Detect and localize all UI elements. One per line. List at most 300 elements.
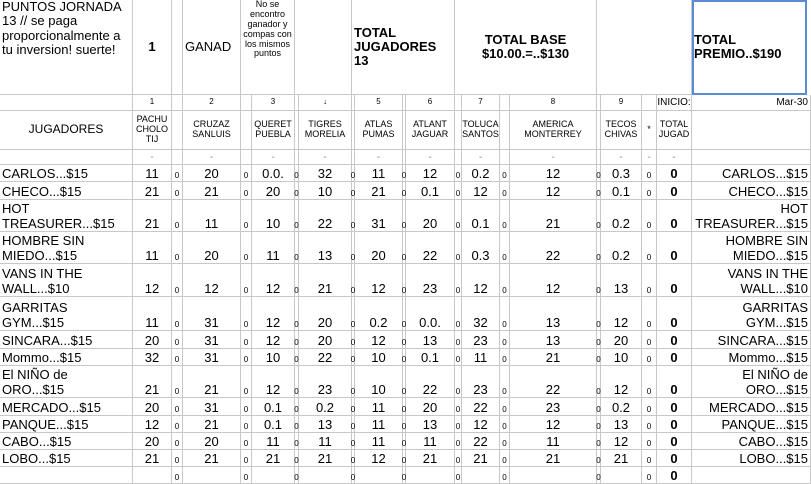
zero-cell[interactable]	[172, 331, 183, 349]
dash-cell[interactable]	[692, 150, 811, 165]
zero-cell[interactable]	[455, 416, 462, 433]
zero-cell[interactable]	[500, 349, 510, 366]
player-name-right[interactable]	[692, 297, 811, 331]
zero-cell[interactable]	[241, 264, 252, 297]
pick-cell[interactable]	[252, 264, 295, 297]
pick-cell[interactable]	[183, 331, 241, 349]
zero-cell[interactable]	[241, 182, 252, 200]
zero-cell[interactable]	[500, 264, 510, 297]
zero-cell[interactable]	[642, 182, 657, 200]
index-cell[interactable]	[355, 95, 403, 111]
index-cell[interactable]	[299, 95, 352, 111]
zero-cell[interactable]	[172, 165, 183, 182]
player-name-right[interactable]	[692, 467, 811, 484]
pick-cell[interactable]	[355, 297, 403, 331]
pick-cell[interactable]	[406, 331, 455, 349]
dash-cell[interactable]	[355, 150, 403, 165]
pick-cell[interactable]	[183, 366, 241, 398]
pick-cell[interactable]	[355, 264, 403, 297]
pick-cell[interactable]	[183, 182, 241, 200]
pick-cell[interactable]	[252, 331, 295, 349]
pick-cell[interactable]	[510, 349, 597, 366]
player-name-right[interactable]	[692, 232, 811, 264]
pick-cell[interactable]	[601, 467, 642, 484]
pick-cell[interactable]	[252, 467, 295, 484]
pick-cell[interactable]	[406, 467, 455, 484]
pick-cell[interactable]	[462, 165, 500, 182]
pick-cell[interactable]	[462, 182, 500, 200]
pick-cell[interactable]	[133, 450, 172, 467]
zero-cell[interactable]	[455, 297, 462, 331]
dash-cell[interactable]	[510, 150, 597, 165]
pick-cell[interactable]	[601, 165, 642, 182]
zero-cell[interactable]	[241, 331, 252, 349]
zero-cell[interactable]	[455, 232, 462, 264]
zero-cell[interactable]	[172, 433, 183, 450]
zero-cell[interactable]	[172, 450, 183, 467]
index-cell[interactable]	[172, 95, 183, 111]
zero-cell[interactable]	[455, 349, 462, 366]
col-header-blank[interactable]	[241, 111, 252, 150]
player-total[interactable]	[657, 467, 692, 484]
dash-cell[interactable]	[657, 150, 692, 165]
header-blank[interactable]	[295, 0, 352, 95]
zero-cell[interactable]	[500, 232, 510, 264]
pick-cell[interactable]	[462, 433, 500, 450]
player-name[interactable]	[0, 433, 133, 450]
zero-cell[interactable]	[241, 450, 252, 467]
zero-cell[interactable]	[241, 232, 252, 264]
dash-cell[interactable]	[601, 150, 642, 165]
pick-cell-text: 21	[204, 450, 219, 466]
zero-cell[interactable]	[241, 366, 252, 398]
pick-cell[interactable]	[355, 200, 403, 232]
player-name-right[interactable]	[692, 416, 811, 433]
col-header-m2[interactable]	[183, 111, 241, 150]
pick-cell[interactable]	[601, 232, 642, 264]
zero-cell[interactable]	[642, 264, 657, 297]
player-name-right[interactable]	[692, 331, 811, 349]
zero-cell[interactable]	[455, 165, 462, 182]
pick-cell[interactable]	[133, 467, 172, 484]
pick-cell[interactable]	[299, 232, 352, 264]
player-name[interactable]	[0, 366, 133, 398]
dash-cell[interactable]	[241, 150, 252, 165]
pick-cell[interactable]	[252, 416, 295, 433]
dash-cell[interactable]	[183, 150, 241, 165]
zero-cell[interactable]	[642, 467, 657, 484]
zero-cell[interactable]	[455, 200, 462, 232]
col-header-m4[interactable]	[299, 111, 352, 150]
header-blank[interactable]	[597, 0, 692, 95]
pick-cell[interactable]	[462, 416, 500, 433]
index-cell[interactable]	[133, 95, 172, 111]
header-total-premio[interactable]	[692, 0, 807, 95]
zero-cell[interactable]	[455, 264, 462, 297]
pick-cell[interactable]	[183, 433, 241, 450]
col-header-m9[interactable]	[601, 111, 642, 150]
pick-cell[interactable]	[299, 200, 352, 232]
player-name[interactable]	[0, 467, 133, 484]
pick-cell[interactable]	[601, 416, 642, 433]
dash-cell[interactable]	[642, 150, 657, 165]
player-name-right[interactable]	[692, 398, 811, 416]
player-name[interactable]	[0, 264, 133, 297]
dash-cell[interactable]	[500, 150, 510, 165]
pick-cell[interactable]	[406, 349, 455, 366]
player-total[interactable]	[657, 182, 692, 200]
pick-cell[interactable]	[510, 433, 597, 450]
pick-cell[interactable]	[601, 450, 642, 467]
col-header-m6[interactable]	[406, 111, 455, 150]
player-total[interactable]	[657, 165, 692, 182]
zero-cell[interactable]	[455, 182, 462, 200]
pick-cell[interactable]	[252, 433, 295, 450]
player-name[interactable]	[0, 182, 133, 200]
pick-cell[interactable]	[510, 450, 597, 467]
col-header-jugadores[interactable]	[0, 111, 133, 150]
player-total[interactable]	[657, 331, 692, 349]
zero-cell[interactable]	[172, 366, 183, 398]
zero-cell[interactable]	[500, 433, 510, 450]
pick-cell[interactable]	[601, 398, 642, 416]
player-name[interactable]	[0, 297, 133, 331]
dash-cell[interactable]	[133, 150, 172, 165]
zero-cell[interactable]	[500, 398, 510, 416]
pick-cell[interactable]	[299, 331, 352, 349]
pick-cell[interactable]	[299, 467, 352, 484]
pick-cell[interactable]	[183, 264, 241, 297]
col-header-m1[interactable]	[133, 111, 172, 150]
pick-cell[interactable]	[462, 349, 500, 366]
zero-cell[interactable]	[455, 331, 462, 349]
pick-cell[interactable]	[406, 264, 455, 297]
player-total[interactable]	[657, 232, 692, 264]
player-name[interactable]	[0, 200, 133, 232]
player-name[interactable]	[0, 165, 133, 182]
pick-cell[interactable]	[252, 297, 295, 331]
zero-cell[interactable]	[241, 398, 252, 416]
dash-cell[interactable]	[0, 150, 133, 165]
pick-cell[interactable]	[133, 416, 172, 433]
pick-cell[interactable]	[601, 297, 642, 331]
zero-cell[interactable]	[241, 200, 252, 232]
pick-cell[interactable]	[355, 165, 403, 182]
pick-cell[interactable]	[406, 398, 455, 416]
pick-cell[interactable]	[601, 349, 642, 366]
dash-cell[interactable]	[299, 150, 352, 165]
zero-cell[interactable]	[241, 433, 252, 450]
pick-cell[interactable]	[510, 200, 597, 232]
pick-cell[interactable]	[406, 416, 455, 433]
player-total[interactable]	[657, 349, 692, 366]
header-blank[interactable]	[172, 0, 183, 95]
pick-cell[interactable]	[406, 297, 455, 331]
zero-cell[interactable]	[642, 398, 657, 416]
player-total[interactable]	[657, 416, 692, 433]
pick-cell[interactable]	[299, 264, 352, 297]
pick-cell[interactable]	[355, 416, 403, 433]
pick-cell[interactable]	[510, 416, 597, 433]
player-name[interactable]	[0, 416, 133, 433]
pick-cell[interactable]	[406, 165, 455, 182]
dash-cell[interactable]	[455, 150, 462, 165]
pick-cell[interactable]	[133, 297, 172, 331]
pick-cell[interactable]	[252, 232, 295, 264]
player-name-right[interactable]	[692, 264, 811, 297]
pick-cell[interactable]	[252, 182, 295, 200]
index-cell[interactable]	[183, 95, 241, 111]
pick-cell[interactable]	[355, 450, 403, 467]
zero-cell[interactable]	[500, 416, 510, 433]
pick-cell[interactable]	[355, 349, 403, 366]
pick-cell[interactable]	[601, 366, 642, 398]
pick-cell[interactable]	[462, 200, 500, 232]
zero-cell[interactable]	[172, 398, 183, 416]
pick-cell[interactable]	[510, 165, 597, 182]
zero-cell[interactable]	[241, 467, 252, 484]
pick-cell[interactable]	[406, 232, 455, 264]
dash-cell[interactable]	[252, 150, 295, 165]
pick-cell[interactable]	[133, 349, 172, 366]
pick-cell[interactable]	[355, 232, 403, 264]
pick-cell[interactable]	[183, 297, 241, 331]
index-cell[interactable]	[500, 95, 510, 111]
pick-cell[interactable]	[510, 297, 597, 331]
pick-cell[interactable]	[133, 366, 172, 398]
zero-cell[interactable]	[172, 182, 183, 200]
pick-cell[interactable]	[406, 200, 455, 232]
zero-cell[interactable]	[500, 467, 510, 484]
index-cell[interactable]	[0, 95, 133, 111]
pick-cell[interactable]	[299, 165, 352, 182]
pick-cell[interactable]	[406, 450, 455, 467]
player-name-right[interactable]	[692, 433, 811, 450]
header-total-base[interactable]	[455, 0, 597, 95]
pick-cell[interactable]	[299, 433, 352, 450]
pick-cell[interactable]	[462, 232, 500, 264]
player-name[interactable]	[0, 232, 133, 264]
pick-cell[interactable]	[183, 416, 241, 433]
zero-cell[interactable]	[500, 366, 510, 398]
pick-cell[interactable]	[355, 467, 403, 484]
index-cell[interactable]	[241, 95, 252, 111]
player-total[interactable]	[657, 366, 692, 398]
zero-cell[interactable]	[642, 200, 657, 232]
zero-cell[interactable]	[500, 297, 510, 331]
pick-cell[interactable]	[355, 366, 403, 398]
player-name-right[interactable]	[692, 182, 811, 200]
pick-cell[interactable]	[252, 450, 295, 467]
pick-cell[interactable]	[133, 182, 172, 200]
player-name[interactable]	[0, 349, 133, 366]
zero-cell[interactable]	[172, 264, 183, 297]
header-total-jugadores[interactable]	[352, 0, 455, 95]
pick-cell[interactable]	[510, 331, 597, 349]
player-name-right[interactable]	[692, 200, 811, 232]
zero-cell[interactable]	[500, 331, 510, 349]
pick-cell[interactable]	[355, 433, 403, 450]
player-total[interactable]	[657, 398, 692, 416]
pick-cell[interactable]	[252, 200, 295, 232]
player-total[interactable]	[657, 264, 692, 297]
zero-cell[interactable]	[500, 165, 510, 182]
pick-cell[interactable]	[510, 467, 597, 484]
pick-cell[interactable]	[133, 264, 172, 297]
player-name[interactable]	[0, 398, 133, 416]
pick-cell[interactable]	[183, 165, 241, 182]
header-ganad[interactable]	[183, 0, 241, 95]
pick-cell[interactable]	[183, 467, 241, 484]
pick-cell[interactable]	[133, 433, 172, 450]
zero-cell[interactable]	[642, 450, 657, 467]
pick-cell[interactable]	[406, 182, 455, 200]
pick-cell[interactable]	[299, 398, 352, 416]
col-header-m8[interactable]	[510, 111, 597, 150]
col-header-blank[interactable]	[172, 111, 183, 150]
pick-cell[interactable]	[510, 182, 597, 200]
pick-cell[interactable]	[601, 182, 642, 200]
pick-cell[interactable]	[133, 200, 172, 232]
zero-cell[interactable]	[642, 433, 657, 450]
pick-cell[interactable]	[299, 182, 352, 200]
dash-cell[interactable]	[406, 150, 455, 165]
pick-cell[interactable]	[299, 297, 352, 331]
col-header-blank[interactable]	[500, 111, 510, 150]
zero-cell[interactable]	[642, 349, 657, 366]
pick-cell[interactable]	[601, 433, 642, 450]
pick-cell[interactable]	[299, 416, 352, 433]
index-cell[interactable]	[642, 95, 657, 111]
pick-cell[interactable]	[183, 232, 241, 264]
pick-cell[interactable]	[510, 398, 597, 416]
pick-cell[interactable]	[510, 264, 597, 297]
index-cell[interactable]	[455, 95, 462, 111]
pick-cell[interactable]	[355, 182, 403, 200]
zero-cell[interactable]	[455, 398, 462, 416]
zero-cell[interactable]	[172, 232, 183, 264]
index-cell[interactable]	[462, 95, 500, 111]
col-header-blank[interactable]	[692, 111, 811, 150]
header-number[interactable]	[133, 0, 172, 95]
zero-cell[interactable]	[500, 200, 510, 232]
zero-cell[interactable]	[642, 232, 657, 264]
pick-cell[interactable]	[252, 398, 295, 416]
pick-cell[interactable]	[462, 297, 500, 331]
index-cell[interactable]	[601, 95, 642, 111]
pick-cell[interactable]	[601, 331, 642, 349]
zero-cell[interactable]	[455, 366, 462, 398]
pick-cell[interactable]	[252, 349, 295, 366]
zero-cell[interactable]	[455, 433, 462, 450]
col-header-total[interactable]	[657, 111, 692, 150]
pick-cell[interactable]	[133, 232, 172, 264]
zero-cell[interactable]	[172, 349, 183, 366]
pick-cell[interactable]	[133, 165, 172, 182]
zero-cell[interactable]	[172, 467, 183, 484]
pick-cell[interactable]	[355, 331, 403, 349]
pick-cell[interactable]	[299, 366, 352, 398]
col-header-star[interactable]	[642, 111, 657, 150]
pick-cell[interactable]	[462, 331, 500, 349]
zero-cell[interactable]	[241, 165, 252, 182]
index-cell[interactable]	[510, 95, 597, 111]
zero-cell[interactable]	[642, 165, 657, 182]
player-name-right[interactable]	[692, 450, 811, 467]
player-name[interactable]	[0, 331, 133, 349]
index-cell[interactable]	[406, 95, 455, 111]
player-total[interactable]	[657, 433, 692, 450]
zero-cell[interactable]	[642, 416, 657, 433]
zero-cell[interactable]	[172, 416, 183, 433]
index-cell[interactable]	[692, 95, 811, 111]
zero-cell[interactable]	[241, 416, 252, 433]
pick-cell[interactable]	[462, 366, 500, 398]
pick-cell[interactable]	[462, 467, 500, 484]
pick-cell[interactable]	[133, 331, 172, 349]
header-info[interactable]	[0, 0, 133, 95]
pick-cell[interactable]	[601, 264, 642, 297]
pick-cell[interactable]	[183, 450, 241, 467]
pick-cell[interactable]	[462, 264, 500, 297]
pick-cell[interactable]	[299, 349, 352, 366]
player-total[interactable]	[657, 450, 692, 467]
player-total[interactable]	[657, 297, 692, 331]
player-name-right[interactable]	[692, 349, 811, 366]
zero-cell[interactable]	[455, 450, 462, 467]
dash-cell[interactable]	[172, 150, 183, 165]
zero-cell[interactable]	[241, 349, 252, 366]
zero-cell[interactable]	[455, 467, 462, 484]
index-cell[interactable]	[252, 95, 295, 111]
pick-cell[interactable]	[462, 450, 500, 467]
pick-cell[interactable]	[601, 200, 642, 232]
col-header-m5[interactable]	[355, 111, 403, 150]
zero-cell[interactable]	[172, 297, 183, 331]
dash-cell[interactable]	[462, 150, 500, 165]
col-header-m7[interactable]	[462, 111, 500, 150]
player-total[interactable]	[657, 200, 692, 232]
pick-cell[interactable]	[133, 398, 172, 416]
header-note[interactable]	[241, 0, 295, 95]
pick-cell[interactable]	[510, 366, 597, 398]
pick-cell[interactable]	[183, 200, 241, 232]
player-name[interactable]	[0, 450, 133, 467]
player-name-right[interactable]	[692, 366, 811, 398]
col-header-m3[interactable]	[252, 111, 295, 150]
player-name-right[interactable]	[692, 165, 811, 182]
pick-cell[interactable]	[252, 366, 295, 398]
zero-cell[interactable]	[500, 450, 510, 467]
zero-cell[interactable]	[500, 182, 510, 200]
pick-cell[interactable]	[406, 433, 455, 450]
pick-cell[interactable]	[510, 232, 597, 264]
pick-cell[interactable]	[183, 398, 241, 416]
pick-cell[interactable]	[462, 398, 500, 416]
index-cell[interactable]	[657, 95, 692, 111]
pick-cell[interactable]	[355, 398, 403, 416]
pick-cell[interactable]	[299, 450, 352, 467]
zero-cell[interactable]	[642, 297, 657, 331]
pick-cell[interactable]	[183, 349, 241, 366]
col-header-blank[interactable]	[455, 111, 462, 150]
zero-cell[interactable]	[642, 366, 657, 398]
zero-cell[interactable]	[241, 297, 252, 331]
zero-cell[interactable]	[172, 200, 183, 232]
zero-cell[interactable]	[642, 331, 657, 349]
pick-cell[interactable]	[406, 366, 455, 398]
pick-cell[interactable]	[252, 165, 295, 182]
